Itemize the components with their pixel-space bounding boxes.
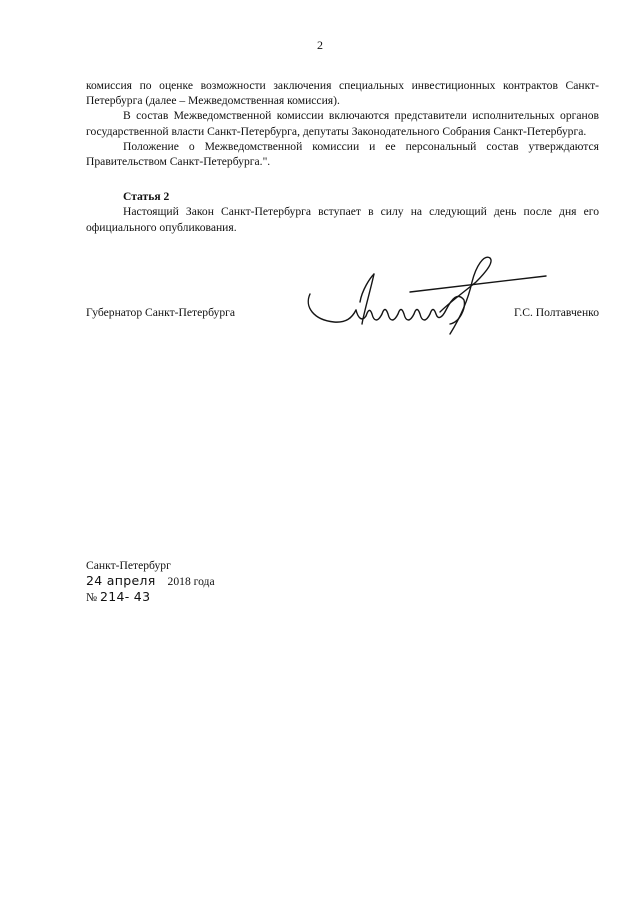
footer-date-day: 24 апреля (86, 573, 156, 588)
footer-date (86, 573, 215, 589)
paragraph-commission-composition: В состав Межведомственной комиссии включаются представители исполнительных органов государственной власти Санкт-Петербурга, депутаты Законодательного Собрания Санкт-Петербурга. (86, 109, 599, 138)
document-body (86, 78, 599, 235)
article-title: Статья 2 (123, 190, 170, 204)
paragraph-continuation: комиссия по оценке возможности заключения специальных инвестиционных контрактов Санкт-Петербурга (далее – Межведомственная комиссия). (86, 79, 599, 108)
handwritten-signature-icon (300, 252, 550, 347)
paragraph-commission-regulation: Положение о Межведомственной комиссии и ее персональный состав утверждаются Правительством Санкт-Петербурга.". (86, 139, 599, 169)
page-number: 2 (317, 38, 323, 52)
footer-city: Санкт-Петербург (86, 559, 171, 572)
footer-number-value: 214- 43 (99, 589, 151, 604)
article-text: Настоящий Закон Санкт-Петербурга вступает в силу на следующий день после дня его официального опубликования. (86, 205, 599, 234)
governor-title: Губернатор Санкт-Петербурга (86, 306, 236, 319)
footer-number-prefix: № (86, 591, 98, 604)
governor-name: Г.С. Полтавченко (513, 306, 599, 319)
footer-number (86, 589, 215, 605)
document-footer (86, 558, 215, 605)
footer-date-year: 2018 года (167, 575, 215, 588)
